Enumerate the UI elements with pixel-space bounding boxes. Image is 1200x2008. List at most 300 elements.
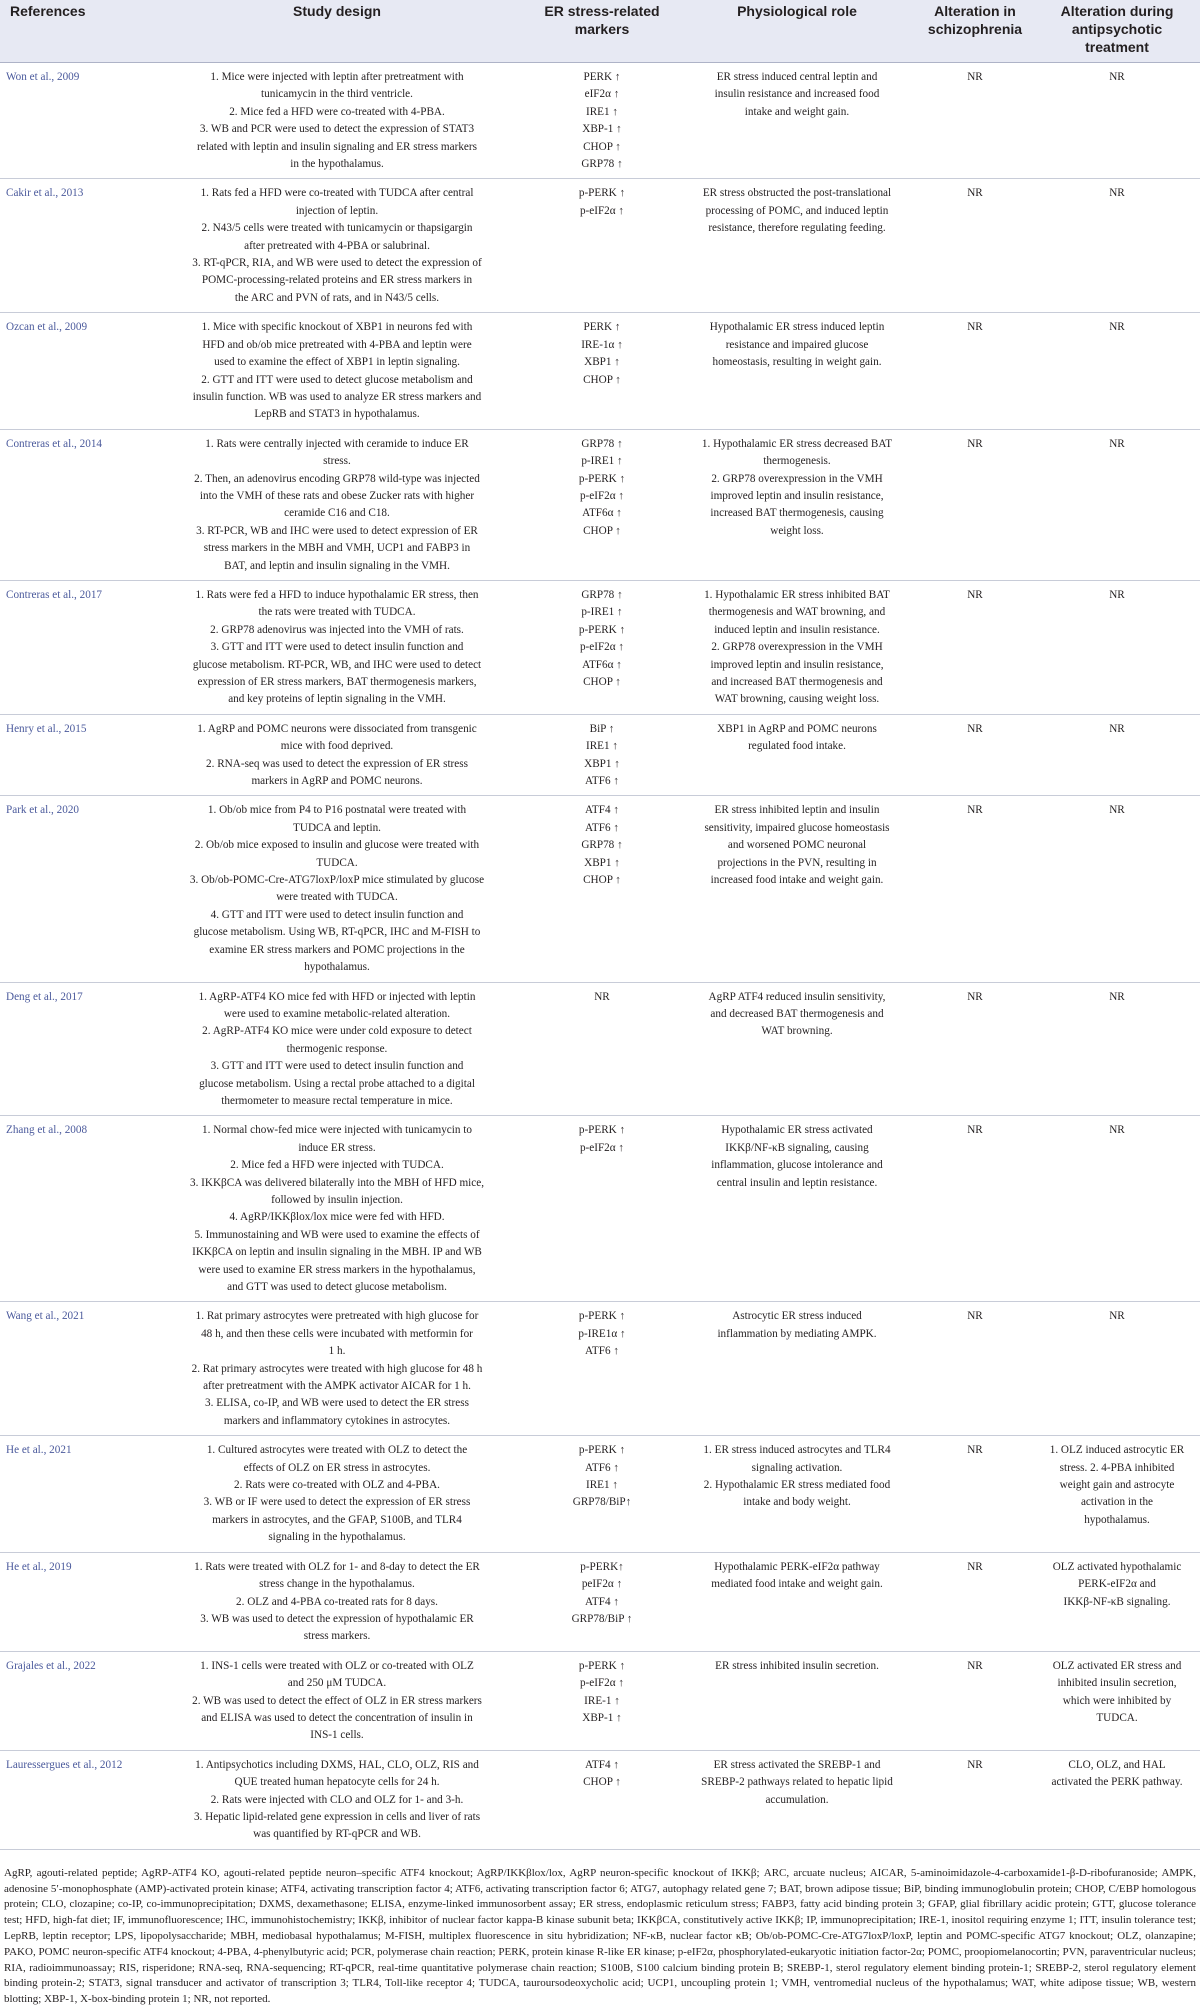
text-line: and ELISA was used to detect the concentration of insulin in [201,1711,473,1724]
text-line: related with leptin and insulin signaling and ER stress markers [197,140,477,153]
text-line: 2. OLZ and 4-PBA co-treated rats for 8 days. [236,1595,438,1608]
text-line: 1. Ob/ob mice from P4 to P16 postnatal were treated with [207,804,467,817]
text-line: 1. Hypothalamic ER stress inhibited BAT [704,588,890,601]
text-line: QUE treated human hepatocyte cells for 24 h. [234,1776,440,1789]
text-line: IKKβCA on leptin and insulin signaling in the MBH. IP and WB [192,1246,482,1259]
reference-link[interactable]: Contreras et al., 2017 [0,580,148,714]
text-line: ATF6 ↑ [585,821,619,834]
table-row [0,1552,1200,1651]
text-line: NR [1109,990,1125,1003]
text-line: TUDCA and leptin. [293,821,381,834]
cell-study-design [148,313,526,429]
text-line: 3. RT-qPCR, RIA, and WB were used to detect the expression of [192,257,482,270]
cell-alteration-schizophrenia [916,1302,1034,1436]
text-line: NR [1109,1124,1125,1137]
text-line: thermometer to measure rectal temperature in mice. [221,1094,453,1107]
reference-link[interactable]: Ozcan et al., 2009 [0,313,148,429]
text-line: NR [1109,588,1125,601]
cell-er-markers [526,1750,678,1849]
cell-alteration-antipsychotic [1034,313,1200,429]
cell-study-design [148,1750,526,1849]
text-line: were used to examine metabolic-related alteration. [223,1007,451,1020]
text-line: 1. Mice with specific knockout of XBP1 in neurons fed with [201,321,473,334]
text-line: GRP78 ↑ [581,839,623,852]
text-line: 2. GRP78 overexpression in the VMH [711,472,883,485]
text-line: PERK-eIF2α and [1078,1578,1156,1591]
cell-study-design [148,1436,526,1552]
text-line: GRP78 ↑ [581,437,623,450]
text-line: which were inhibited by [1062,1694,1172,1707]
cell-alteration-antipsychotic [1034,714,1200,796]
text-line: intake and body weight. [743,1496,851,1509]
text-line: NR [967,321,983,334]
text-line: used to examine the effect of XBP1 in leptin signaling. [214,356,460,369]
text-line: induce ER stress. [298,1141,376,1154]
text-line: ER stress activated the SREBP-1 and [713,1758,881,1771]
text-line: TUDCA. [316,856,358,869]
text-line: examine ER stress markers and POMC projections in the [209,943,465,956]
text-line: NR [967,1124,983,1137]
text-line: and 250 μM TUDCA. [287,1677,387,1690]
text-line: markers in astrocytes, and the GFAP, S100B, and TLR4 [212,1513,462,1526]
cell-alteration-schizophrenia [916,313,1034,429]
text-line: CHOP ↑ [583,676,621,688]
text-line: GRP78 ↑ [581,158,623,171]
text-line: p-PERK ↑ [578,623,626,636]
text-line: 2. Ob/ob mice exposed to insulin and glucose were treated with [194,839,480,852]
cell-study-design [148,982,526,1116]
text-line: NR [967,1758,983,1771]
text-line: ATF4 ↑ [585,804,619,817]
text-line: p-eIF2α ↑ [579,641,625,654]
text-line: after pretreated with 4-PBA or salubrinal. [244,239,430,252]
text-line: ER stress obstructed the post-translational [702,187,892,200]
cell-er-markers [526,1552,678,1651]
text-line: NR [967,990,983,1003]
cell-alteration-schizophrenia [916,982,1034,1116]
text-line: stress markers. [303,1630,371,1643]
text-line: hypothalamus. [304,961,370,974]
text-line: 2. AgRP-ATF4 KO mice were under cold exposure to detect [202,1025,472,1038]
cell-study-design [148,1116,526,1302]
text-line: CHOP ↑ [583,874,621,887]
text-line: sensitivity, impaired glucose homeostasis [704,821,890,834]
text-line: improved leptin and insulin resistance, [710,489,884,502]
text-line: stress markers in the MBH and VMH, UCP1 and FABP3 in [203,542,471,555]
cell-study-design [148,796,526,982]
text-line: GRP78/BiP↑ [572,1496,632,1509]
text-line: p-PERK ↑ [578,1124,626,1137]
text-line: NR [1109,1310,1125,1323]
text-line: POMC-processing-related proteins and ER stress markers in [201,274,473,287]
text-line: 1. Hypothalamic ER stress decreased BAT [701,437,893,450]
cell-alteration-antipsychotic [1034,982,1200,1116]
text-line: effects of OLZ on ER stress in astrocytes. [243,1461,431,1474]
text-line: BiP ↑ [589,722,615,735]
cell-study-design [148,1651,526,1750]
reference-link[interactable]: Wang et al., 2021 [0,1302,148,1436]
text-line: into the VMH of these rats and obese Zucker rats with higher [199,489,475,502]
cell-physiological-role [678,1302,916,1436]
text-line: markers and inflammatory cytokines in astrocytes. [223,1414,451,1427]
text-line: after pretreatment with the AMPK activator AICAR for 1 h. [203,1380,471,1393]
text-line: stress. [323,455,351,468]
text-line: INS-1 cells. [310,1729,364,1742]
cell-alteration-antipsychotic [1034,1552,1200,1651]
text-line: 3. GTT and ITT were used to detect insulin function and [210,1060,464,1073]
cell-alteration-antipsychotic [1034,1651,1200,1750]
text-line: the rats were treated with TUDCA. [258,606,416,619]
text-line: 1. Normal chow-fed mice were injected with tunicamycin to [202,1124,472,1137]
cell-alteration-schizophrenia [916,714,1034,796]
text-line: 5. Immunostaining and WB were used to examine the effects of [194,1228,480,1241]
text-line: NR [967,722,983,735]
text-line: schizophrenia [927,21,1023,37]
text-line: 1 h. [328,1345,346,1358]
cell-er-markers [526,714,678,796]
text-line: projections in the PVN, resulting in [717,856,877,869]
cell-alteration-antipsychotic [1034,1116,1200,1302]
cell-study-design [148,179,526,313]
text-line: peIF2α ↑ [581,1578,623,1591]
text-line: BAT, and leptin and insulin signaling in the VMH. [224,559,450,572]
cell-alteration-schizophrenia [916,179,1034,313]
text-line: 2. Mice fed a HFD were injected with TUDCA. [230,1159,444,1172]
text-line: intake and weight gain. [744,105,850,118]
cell-er-markers [526,982,678,1116]
text-line: Astrocytic ER stress induced [732,1310,862,1323]
text-line: thermogenesis and WAT browning, and [708,606,886,619]
text-line: p-IRE1 ↑ [581,606,623,619]
text-line: Physiological role [737,3,857,19]
text-line: 1. ER stress induced astrocytes and TLR4 [703,1444,891,1457]
reference-link[interactable]: He et al., 2019 [0,1552,148,1651]
cell-alteration-antipsychotic [1034,1302,1200,1436]
cell-alteration-schizophrenia [916,796,1034,982]
cell-alteration-antipsychotic [1034,179,1200,313]
cell-physiological-role [678,714,916,796]
text-line: weight loss. [770,524,824,537]
header-row [0,0,1200,63]
text-line: 2. Mice fed a HFD were co-treated with 4-PBA. [229,105,445,118]
text-line: 2. Hypothalamic ER stress mediated food [703,1479,891,1492]
table-footnote: AgRP, agouti-related peptide; AgRP-ATF4 KO, agouti-related peptide neuron–specific ATF4 knockout; AgRP/IKKβlox/lox, AgRP neuron-specific knockout of IKKβ; ARC, arcuate nucleus; AICAR, 5-aminoimidazole-4-carboxamide1-β-D-ribofuranoside; AMPK, adenosine 5′-monophosphate (AMP)-activated protein kinase; ATF4, activating transcription factor 4; ATF6, activating transcription factor 6; ATG7, autophagy related gene 7; BAT, brown adipose tissue; BiP, binding immunoglobulin protein; CHOP, C/EBP homologous protein; CLO, clozapine; co-IP, co-immunoprecipitation; DXMS, dexamethasone; ELISA, enzyme-linked immunosorbent assay; ER stress, endoplasmic reticulum stress; FABP3, fatty acid binding protein 3; GFAP, glial fibrillary acidic protein; GTT, glucose tolerance test; HFD, high-fat diet; IF, immunofluorescence; IHC, immunohistochemistry; IKKβ, inhibitor of nuclear factor kappa-B kinase subunit beta; IKKβCA, constitutively active IKKβ; IP, immunoprecipitation; IRE-1, inositol requiring enzyme 1; ITT, insulin tolerance test; LepRB, leptin receptor; LPS, lipopolysaccharide; MBH, mediobasal hypothalamus; M-FISH, multiplex fluorescence in situ hybridization; NF-κB, nuclear factor κB; Ob/ob-POMC-Cre-ATG7loxP/loxP, leptin and POMC-specific ATG7 knockout; OLZ, olanzapine; PAKO, POMC neuron-specific ATF4 knockout; 4-PBA, 4-phenylbutyric acid; PCR, polymerase chain reaction; PERK, protein kinase R-like ER kinase; p-eIF2α, phosphorylated-eukaryotic initiation factor-2α; POMC, proopiomelanocortin; PVN, paraventricular nucleus; RIA, radioimmunoassay; RIS, risperidone; RNA-seq, RNA-sequencing; RT-qPCR, real-time quantitative polymerase chain reaction; S100B, S100 calcium binding protein B; SREBP-1, sterol regulatory element binding protein-1; SREBP-2, sterol regulatory element binding protein-2; STAT3, signal transducer and activator of transcription 3; TLR4, Toll-like receptor 4; TUDCA, tauroursodeoxycholic acid; UCP1, uncoupling protein 1; VMH, ventromedial nucleus of the hypothalamus; WAT, white adipose tissue; WB, western blotting; XBP-1, X-box-binding protein 1; NR, not reported. [4,1866,1196,2006]
text-line: 2. N43/5 cells were treated with tunicamycin or thapsigargin [201,222,473,235]
text-line: p-eIF2α ↑ [579,489,625,502]
cell-alteration-antipsychotic [1034,580,1200,714]
cell-physiological-role [678,179,916,313]
cell-alteration-antipsychotic [1034,1750,1200,1849]
text-line: 2. GTT and ITT were used to detect glucose metabolism and [201,373,473,386]
text-line: insulin function. WB was used to analyze ER stress markers and [192,390,482,403]
text-line: 1. OLZ induced astrocytic ER [1049,1444,1185,1457]
text-line: GRP78/BiP ↑ [571,1612,633,1625]
text-line: WAT browning, causing weight loss. [714,693,880,706]
header-alteration-schizophrenia [916,0,1034,63]
text-line: was quantified by RT-qPCR and WB. [253,1828,421,1841]
text-line: mice with food deprived. [280,740,394,753]
text-line: OLZ activated ER stress and [1052,1659,1182,1672]
text-line: regulated food intake. [748,740,846,753]
text-line: 1. Rats were treated with OLZ for 1- and 8-day to detect the ER [194,1560,480,1573]
text-line: p-PERK ↑ [578,187,626,200]
text-line: NR [1109,321,1125,334]
text-line: ATF6α ↑ [582,507,622,520]
text-line: NR [967,1659,983,1672]
cell-er-markers [526,1651,678,1750]
text-line: and increased BAT thermogenesis and [711,676,883,688]
text-line: ceramide C16 and C18. [284,507,390,520]
reference-link[interactable]: Contreras et al., 2014 [0,429,148,580]
text-line: p-eIF2α ↑ [579,204,625,217]
table-row [0,796,1200,982]
text-line: 1. Rats fed a HFD were co-treated with TUDCA after central [200,187,474,200]
cell-alteration-schizophrenia [916,1750,1034,1849]
text-line: signaling in the hypothalamus. [268,1531,406,1544]
text-line: injection of leptin. [295,204,379,217]
text-line: thermogenic response. [286,1042,388,1055]
text-line: accumulation. [765,1793,829,1806]
table-row [0,429,1200,580]
text-line: homeostasis, resulting in weight gain. [712,356,882,369]
cell-alteration-antipsychotic [1034,1436,1200,1552]
header-study-design [148,0,526,63]
text-line: IRE1 ↑ [585,105,618,118]
text-line: WAT browning. [761,1025,833,1038]
text-line: glucose metabolism. Using a rectal probe attached to a digital [199,1077,475,1090]
text-line: GRP78 ↑ [581,588,623,601]
text-line: Hypothalamic ER stress induced leptin [709,321,885,334]
text-line: ATF4 ↑ [585,1758,619,1771]
cell-study-design [148,1552,526,1651]
cell-study-design [148,1302,526,1436]
cell-er-markers [526,1436,678,1552]
text-line: 2. Rats were injected with CLO and OLZ for 1- and 3-h. [210,1793,464,1806]
text-line: were treated with TUDCA. [276,891,398,904]
cell-er-markers [526,1302,678,1436]
text-line: XBP1 ↑ [584,856,620,869]
text-line: induced leptin and insulin resistance. [714,623,880,636]
text-line: NR [967,71,983,83]
table-row [0,63,1200,179]
text-line: OLZ activated hypothalamic [1052,1560,1182,1573]
text-line: followed by insulin injection. [271,1193,403,1206]
text-line: were used to examine ER stress markers in the hypothalamus, [198,1263,476,1276]
cell-alteration-schizophrenia [916,63,1034,179]
reference-link[interactable]: He et al., 2021 [0,1436,148,1552]
reference-link[interactable]: Won et al., 2009 [0,63,148,179]
text-line: NR [967,187,983,200]
text-line: 1. AgRP and POMC neurons were dissociated from transgenic [197,722,477,735]
reference-link[interactable]: Henry et al., 2015 [0,714,148,796]
text-line: Alteration during [1060,3,1174,19]
table-row [0,179,1200,313]
text-line: ATF6α ↑ [582,658,622,671]
text-line: CLO, OLZ, and HAL [1068,1758,1166,1771]
cell-alteration-antipsychotic [1034,63,1200,179]
cell-alteration-schizophrenia [916,1651,1034,1750]
text-line: 1. AgRP-ATF4 KO mice fed with HFD or injected with leptin [198,990,476,1003]
cell-physiological-role [678,1750,916,1849]
text-line: NR [967,437,983,450]
reference-link[interactable]: Zhang et al., 2008 [0,1116,148,1302]
cell-study-design [148,580,526,714]
text-line: markers in AgRP and POMC neurons. [251,775,423,788]
text-line: weight gain and astrocyte [1059,1479,1175,1492]
reference-link[interactable]: Park et al., 2020 [0,796,148,982]
table-row [0,1750,1200,1849]
text-line: IKKβ-NF-κB signaling. [1063,1595,1171,1608]
reference-link[interactable]: Grajales et al., 2022 [0,1651,148,1750]
text-line: 2. GRP78 overexpression in the VMH [711,641,883,654]
text-line: ER stress induced central leptin and [716,71,878,83]
text-line: in the hypothalamus. [290,158,384,171]
text-line: hypothalamus. [1084,1513,1150,1526]
text-line: ER stress inhibited insulin secretion. [715,1659,879,1672]
text-line: 1. Cultured astrocytes were treated with OLZ to detect the [206,1444,468,1457]
text-line: stress change in the hypothalamus. [259,1578,415,1591]
text-line: and key proteins of leptin signaling in the VMH. [228,693,446,706]
cell-physiological-role [678,63,916,179]
text-line: CHOP ↑ [583,1776,621,1789]
text-line: LepRB and STAT3 in hypothalamus. [254,408,420,421]
text-line: p-PERK↑ [580,1560,624,1573]
table-row [0,1436,1200,1552]
text-line: tunicamycin in the third ventricle. [261,88,413,101]
text-line: central insulin and leptin resistance. [716,1176,878,1189]
cell-physiological-role [678,982,916,1116]
text-line: 1. Rats were fed a HFD to induce hypothalamic ER stress, then [195,588,479,601]
text-line: IRE1 ↑ [585,1479,618,1492]
text-line: resistance, therefore regulating feeding. [708,222,886,235]
cell-physiological-role [678,1436,916,1552]
cell-physiological-role [678,313,916,429]
text-line: p-eIF2α ↑ [579,1677,625,1690]
text-line: NR [594,990,610,1003]
text-line: ER stress-related [544,3,660,19]
text-line: 1. Rats were centrally injected with ceramide to induce ER [205,437,469,450]
text-line: 2. Rats were co-treated with OLZ and 4-PBA. [234,1479,440,1492]
table-row [0,1116,1200,1302]
text-line: markers [574,21,630,37]
text-line: eIF2α ↑ [584,88,620,101]
text-line: ER stress inhibited leptin and insulin [714,804,880,817]
cell-er-markers [526,179,678,313]
text-line: 4. GTT and ITT were used to detect insulin function and [210,908,464,921]
text-line: p-IRE1α ↑ [578,1327,626,1340]
text-line: the ARC and PVN of rats, and in N43/5 cells. [234,291,440,304]
reference-link[interactable]: Lauressergues et al., 2012 [0,1750,148,1849]
header-er-stress-markers [526,0,678,63]
reference-link[interactable]: Deng et al., 2017 [0,982,148,1116]
text-line: NR [967,1560,983,1573]
text-line: NR [1109,437,1125,450]
text-line: Study design [293,3,381,19]
text-line: 3. WB or IF were used to detect the expression of ER stress [203,1496,471,1509]
text-line: NR [1109,187,1125,200]
text-line: ATF6 ↑ [585,1461,619,1474]
text-line: increased food intake and weight gain. [710,874,884,887]
cell-alteration-schizophrenia [916,1116,1034,1302]
text-line: p-PERK ↑ [578,472,626,485]
text-line: NR [967,804,983,817]
text-line: Alteration in [934,3,1016,19]
text-line: and decreased BAT thermogenesis and [710,1007,884,1020]
text-line: resistance and impaired glucose [725,338,869,351]
cell-alteration-schizophrenia [916,1552,1034,1651]
text-line: p-PERK ↑ [578,1444,626,1457]
cell-physiological-role [678,429,916,580]
text-line: TUDCA. [1096,1711,1138,1724]
text-line: 3. Hepatic lipid-related gene expression in cells and liver of rats [193,1810,481,1823]
reference-link[interactable]: Cakir et al., 2013 [0,179,148,313]
cell-alteration-schizophrenia [916,429,1034,580]
text-line: glucose metabolism. RT-PCR, WB, and IHC were used to detect [192,658,482,671]
text-line: 3. GTT and ITT were used to detect insulin function and [210,641,464,654]
text-line: insulin resistance and increased food [714,88,880,101]
table-row [0,714,1200,796]
table-row [0,982,1200,1116]
text-line: 1. Antipsychotics including DXMS, HAL, CLO, OLZ, RIS and [195,1758,479,1771]
text-line: 3. WB was used to detect the expression of hypothalamic ER [200,1612,474,1625]
text-line: NR [1109,71,1125,83]
text-line: activated the PERK pathway. [1051,1776,1183,1789]
text-line: XBP1 ↑ [584,757,620,770]
text-line: thermogenesis. [763,455,831,468]
text-line: 1. Rat primary astrocytes were pretreated with high glucose for [195,1310,479,1323]
text-line: XBP-1 ↑ [582,123,622,136]
cell-er-markers [526,796,678,982]
cell-study-design [148,63,526,179]
header-physiological-role [678,0,916,63]
text-line: ATF6 ↑ [585,1345,619,1358]
header-references [0,0,148,63]
text-line: NR [967,588,983,601]
text-line: 3. Ob/ob-POMC-Cre-ATG7loxP/loxP mice stimulated by glucose [189,874,485,887]
text-line: SREBP-2 pathways related to hepatic lipid [701,1776,893,1789]
text-line: 3. IKKβCA was delivered bilaterally into the MBH of HFD mice, [189,1176,485,1189]
text-line: 1. INS-1 cells were treated with OLZ or co-treated with OLZ [200,1659,474,1672]
cell-physiological-role [678,1651,916,1750]
text-line: activation in the [1080,1496,1154,1509]
cell-er-markers [526,580,678,714]
text-line: PERK ↑ [583,321,621,334]
text-line: AgRP ATF4 reduced insulin sensitivity, [708,990,886,1003]
text-line: NR [1109,722,1125,735]
text-line: glucose metabolism. Using WB, RT-qPCR, IHC and M-FISH to [193,926,481,939]
text-line: p-IRE1 ↑ [581,455,623,468]
text-line: IRE-1 ↑ [584,1694,620,1707]
text-line: ATF4 ↑ [585,1595,619,1608]
cell-physiological-role [678,1552,916,1651]
text-line: 2. GRP78 adenovirus was injected into the VMH of rats. [210,623,464,636]
text-line: NR [1109,804,1125,817]
text-line: inflammation, glucose intolerance and [711,1159,883,1172]
text-line: inflammation by mediating AMPK. [717,1327,877,1340]
text-line: Hypothalamic PERK-eIF2α pathway [714,1560,880,1573]
text-line: IKKβ/NF-κB signaling, causing [725,1141,869,1154]
cell-physiological-role [678,796,916,982]
text-line: Hypothalamic ER stress activated [721,1124,873,1137]
text-line: References [10,3,86,19]
text-line: signaling activation. [751,1461,843,1474]
text-line: p-PERK ↑ [578,1310,626,1323]
text-line: CHOP ↑ [583,140,621,153]
text-line: processing of POMC, and induced leptin [705,204,889,217]
text-line: PERK ↑ [583,71,621,83]
text-line: inhibited insulin secretion, [1057,1677,1177,1690]
text-line: increased BAT thermogenesis, causing [710,507,884,520]
